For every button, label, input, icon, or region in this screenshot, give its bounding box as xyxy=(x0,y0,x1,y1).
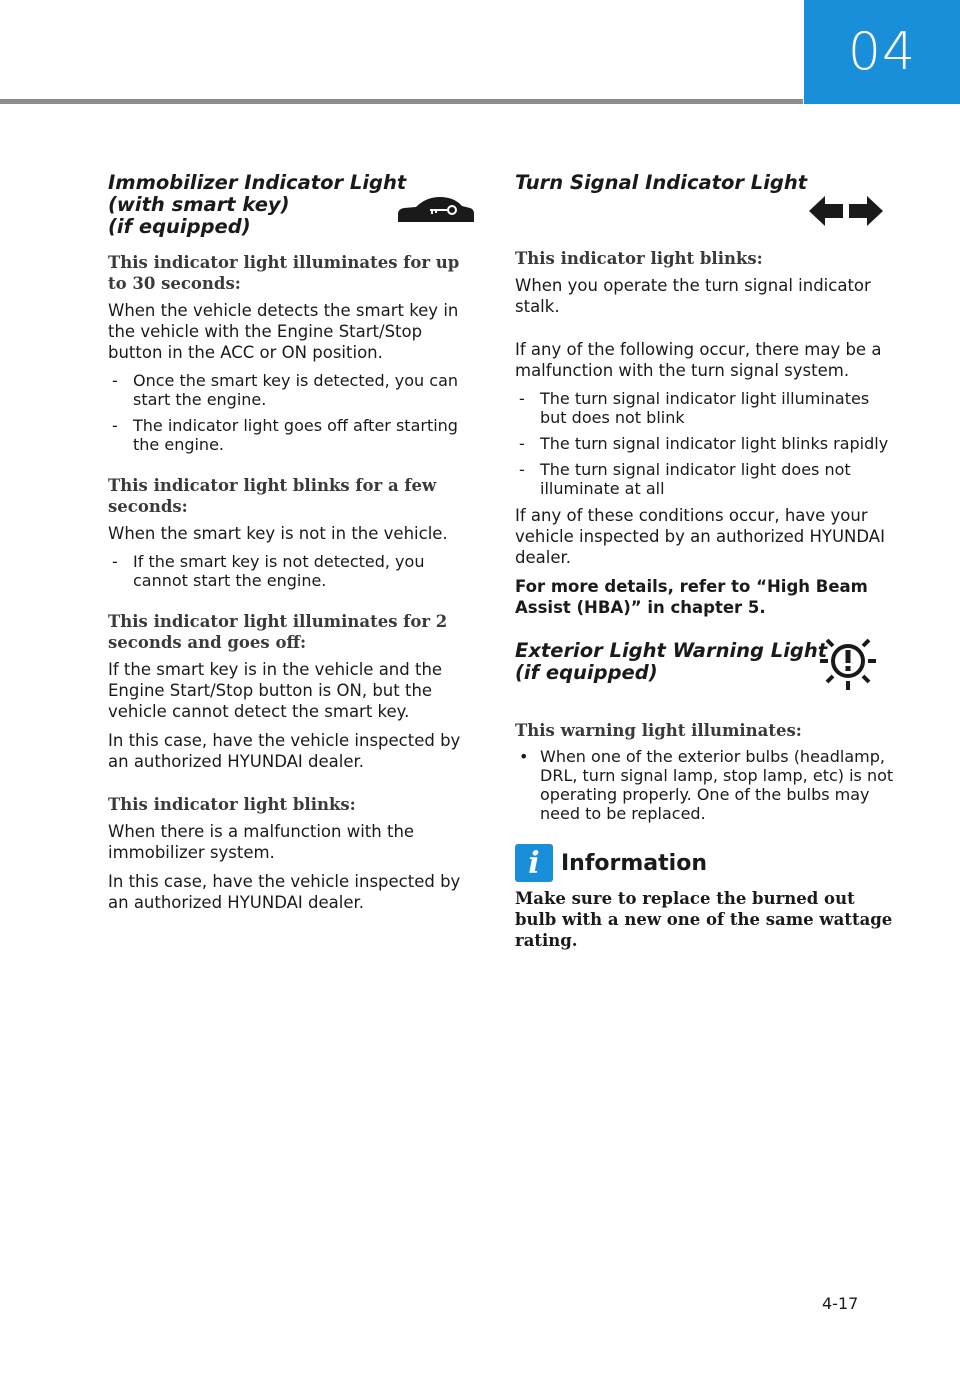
information-body: Make sure to replace the burned out bulb with a new one of the same wattage rating. xyxy=(515,889,893,950)
list-item xyxy=(108,371,480,409)
immobilizer-title-line-2: (with smart key) xyxy=(108,193,290,216)
paragraph: In this case, have the vehicle inspected by an authorized HYUNDAI dealer. xyxy=(108,731,461,771)
list-item xyxy=(515,434,895,453)
information-title: Information xyxy=(561,850,707,876)
list-item xyxy=(515,460,895,498)
list-item-text: If the smart key is not detected, you cannot start the engine. xyxy=(133,552,425,590)
section-subheading: This warning light illuminates: xyxy=(515,721,802,740)
exterior-light-heading xyxy=(515,640,895,706)
list-item-text: The turn signal indicator light illuminates but does not blink xyxy=(540,389,870,427)
dash-marker: - xyxy=(519,434,525,453)
section-subheading: This indicator light illuminates for 2 seconds and goes off: xyxy=(108,612,448,652)
immobilizer-title-line-1: Immobilizer Indicator Light xyxy=(108,171,407,194)
left-column xyxy=(108,172,480,921)
paragraph: If the smart key is in the vehicle and the Engine Start/Stop button is ON, but the vehicle cannot detect the smart key. xyxy=(108,660,443,721)
paragraph: In this case, have the vehicle inspected by an authorized HYUNDAI dealer. xyxy=(108,872,461,912)
exterior-light-title-line-2: (if equipped) xyxy=(515,661,658,684)
list-item xyxy=(108,416,480,454)
immobilizer-title-line-3: (if equipped) xyxy=(108,215,251,238)
list-item-text: When one of the exterior bulbs (headlamp, DRL, turn signal lamp, stop lamp, etc) is not operating properly. One of the bulbs may need to be replaced. xyxy=(540,747,894,823)
list-item xyxy=(108,552,480,590)
list-item-text: The turn signal indicator light blinks rapidly xyxy=(540,434,889,453)
exterior-light-warning-icon xyxy=(815,630,881,696)
exterior-light-title-line-1: Exterior Light Warning Light xyxy=(515,639,828,662)
bullet-marker: • xyxy=(519,747,529,766)
dash-marker: - xyxy=(112,416,118,435)
turn-signal-title: Turn Signal Indicator Light xyxy=(515,171,808,194)
list-item-text: The indicator light goes off after starting the engine. xyxy=(133,416,458,454)
reference-note: For more details, refer to “High Beam Assist (HBA)” in chapter 5. xyxy=(515,577,868,617)
information-heading xyxy=(515,844,895,882)
paragraph: When there is a malfunction with the immobilizer system. xyxy=(108,822,415,862)
list-item xyxy=(515,747,895,823)
dash-marker: - xyxy=(519,389,525,408)
paragraph: When the smart key is not in the vehicle. xyxy=(108,524,448,543)
list-item xyxy=(515,389,895,427)
list-item-text: Once the smart key is detected, you can start the engine. xyxy=(133,371,459,409)
right-column xyxy=(515,172,895,951)
paragraph: When the vehicle detects the smart key in the vehicle with the Engine Start/Stop button in the ACC or ON position. xyxy=(108,301,459,362)
chapter-tab: 04 xyxy=(804,0,960,104)
immobilizer-heading xyxy=(108,172,480,238)
section-subheading: This indicator light blinks: xyxy=(108,795,356,814)
paragraph: When you operate the turn signal indicator stalk. xyxy=(515,276,871,316)
page-number: 4-17 xyxy=(822,1294,859,1313)
paragraph: If any of these conditions occur, have your vehicle inspected by an authorized HYUNDAI dealer. xyxy=(515,506,885,567)
turn-signal-heading xyxy=(515,172,895,234)
paragraph: If any of the following occur, there may be a malfunction with the turn signal system. xyxy=(515,340,882,380)
dash-marker: - xyxy=(112,371,118,390)
dash-marker: - xyxy=(519,460,525,479)
section-subheading: This indicator light blinks for a few seconds: xyxy=(108,476,437,516)
header-rule xyxy=(0,99,803,104)
car-key-icon xyxy=(396,194,476,224)
section-subheading: This indicator light illuminates for up to 30 seconds: xyxy=(108,253,460,293)
information-icon: i xyxy=(515,844,553,882)
section-subheading: This indicator light blinks: xyxy=(515,249,763,268)
turn-signal-arrows-icon xyxy=(809,196,883,226)
list-item-text: The turn signal indicator light does not illuminate at all xyxy=(540,460,851,498)
dash-marker: - xyxy=(112,552,118,571)
